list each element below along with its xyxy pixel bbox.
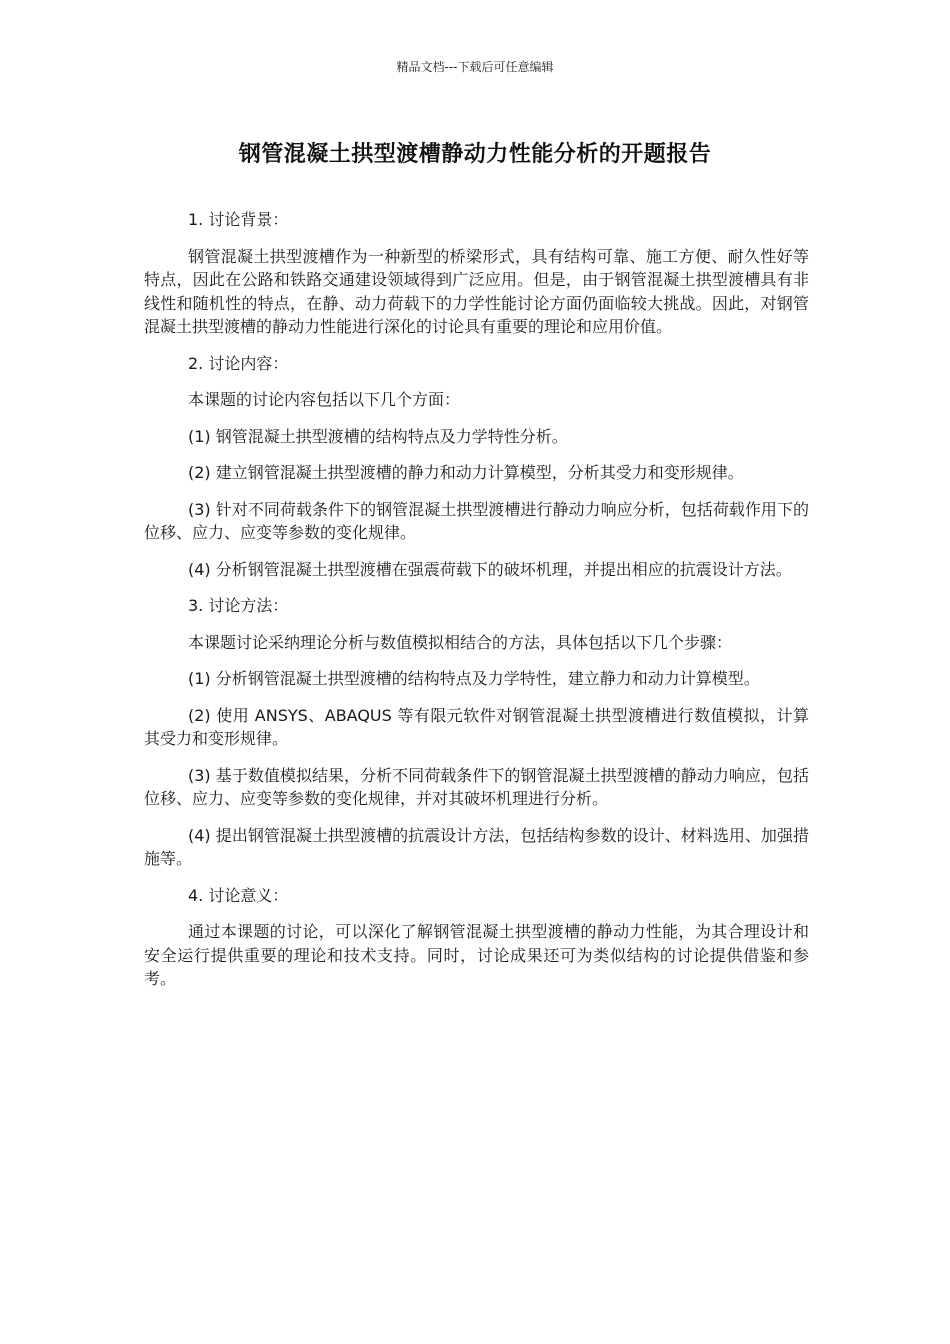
section-heading-methods: 3. 讨论方法： xyxy=(188,596,289,615)
section-heading-background: 1. 讨论背景： xyxy=(188,210,289,229)
section-heading-content: 2. 讨论内容： xyxy=(188,353,289,373)
list-item: (2) 使用 ANSYS、ABAQUS 等有限元软件对钢管混凝土拱型渡槽进行数值模拟，计算其受力和变形规律。 xyxy=(144,705,809,748)
document-body xyxy=(144,208,809,1004)
header-note: 精品文档---下载后可任意编辑 xyxy=(396,60,554,74)
paragraph-significance: 通过本课题的讨论，可以深化了解钢管混凝土拱型渡槽的静动力性能，为其合理设计和安全运行提供重要的理论和技术支持。同时，讨论成果还可为类似结构的讨论提供借鉴和参考。 xyxy=(144,922,809,988)
section-heading-significance: 4. 讨论意义： xyxy=(188,885,289,905)
paragraph-methods-intro: 本课题讨论采纳理论分析与数值模拟相结合的方法，具体包括以下几个步骤： xyxy=(188,632,733,652)
paragraph-background: 钢管混凝土拱型渡槽作为一种新型的桥梁形式，具有结构可靠、施工方便、耐久性好等特点，因此在公路和铁路交通建设领域得到广泛应用。但是，由于钢管混凝土拱型渡槽具有非线性和随机性的特点，在静、动力荷载下的力学性能讨论方面仍面临较大挑战。因此，对钢管混凝土拱型渡槽的静动力性能进行深化的讨论具有重要的理论和应用价值。 xyxy=(144,246,809,336)
list-item: (1) 分析钢管混凝土拱型渡槽的结构特点及力学特性，建立静力和动力计算模型。 xyxy=(188,669,760,688)
document-title: 钢管混凝土拱型渡槽静动力性能分析的开题报告 xyxy=(238,142,712,167)
list-item: (4) 分析钢管混凝土拱型渡槽在强震荷载下的破坏机理，并提出相应的抗震设计方法。 xyxy=(188,559,792,579)
list-item: (3) 针对不同荷载条件下的钢管混凝土拱型渡槽进行静动力响应分析，包括荷载作用下的位移、应力、应变等参数的变化规律。 xyxy=(144,499,809,542)
list-item: (3) 基于数值模拟结果，分析不同荷载条件下的钢管混凝土拱型渡槽的静动力响应，包括位移、应力、应变等参数的变化规律，并对其破坏机理进行分析。 xyxy=(144,765,809,808)
list-item: (1) 钢管混凝土拱型渡槽的结构特点及力学特性分析。 xyxy=(188,426,568,446)
list-item: (4) 提出钢管混凝土拱型渡槽的抗震设计方法，包括结构参数的设计、材料选用、加强措施等。 xyxy=(144,825,809,868)
list-item: (2) 建立钢管混凝土拱型渡槽的静力和动力计算模型，分析其受力和变形规律。 xyxy=(188,463,744,482)
paragraph-content-intro: 本课题的讨论内容包括以下几个方面： xyxy=(188,390,461,409)
